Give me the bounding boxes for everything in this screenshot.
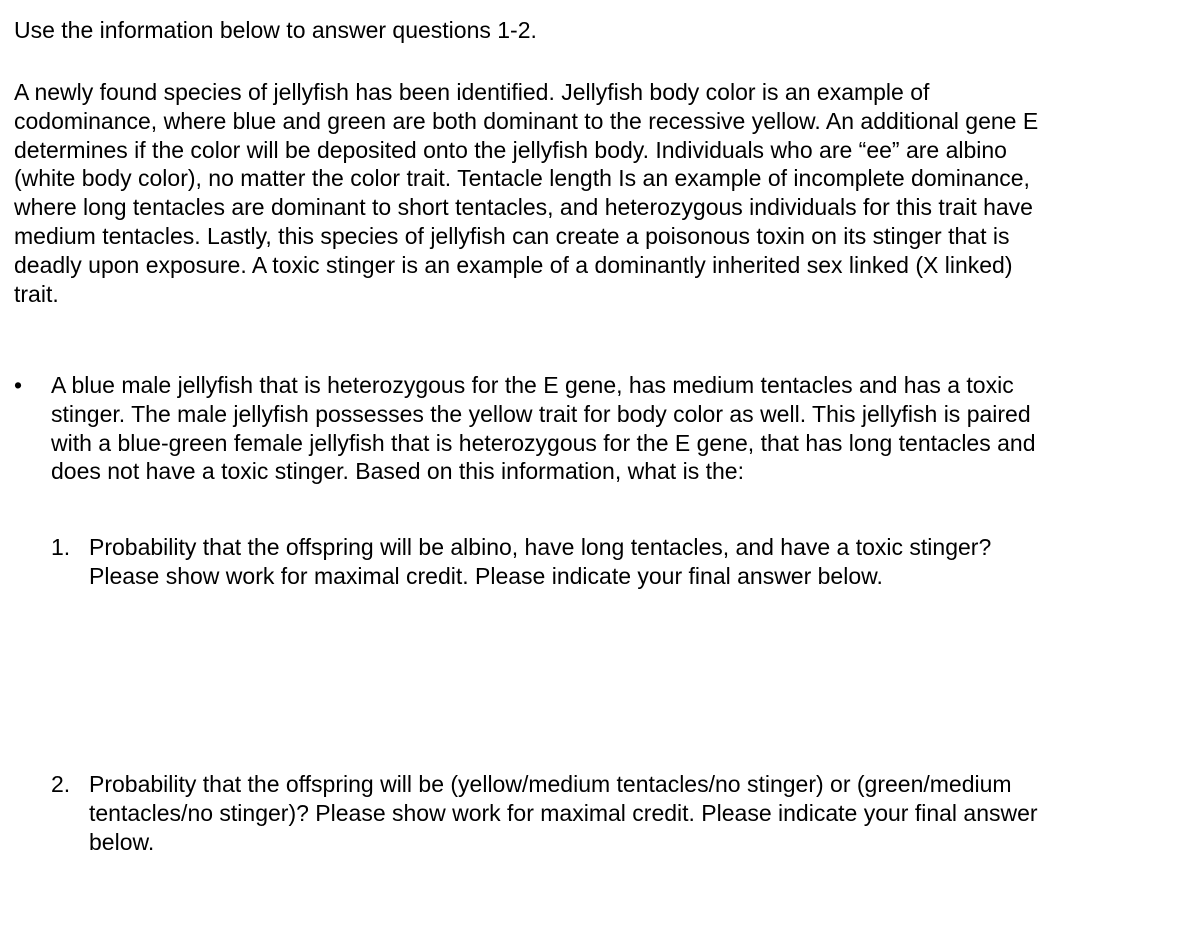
passage-line: where long tentacles are dominant to short tentacles, and heterozygous individuals for this trait have	[14, 194, 1033, 221]
question-line: Please show work for maximal credit. Please indicate your final answer below.	[89, 562, 883, 589]
question-line: Probability that the offspring will be albino, have long tentacles, and have a toxic stinger?	[89, 534, 992, 560]
question-line: tentacles/no stinger)? Please show work for maximal credit. Please indicate your final answer	[89, 799, 1038, 826]
passage-paragraph	[14, 78, 1164, 308]
passage-line: trait.	[14, 280, 59, 307]
passage-line: A newly found species of jellyfish has been identified. Jellyfish body color is an example of	[14, 79, 930, 105]
passage-line: deadly upon exposure. A toxic stinger is an example of a dominantly inherited sex linked (X linked)	[14, 251, 1013, 278]
passage-line: determines if the color will be deposited onto the jellyfish body. Individuals who are “ee” are albino	[14, 136, 1007, 163]
question-text	[89, 533, 991, 591]
question-number: 1.	[51, 534, 71, 560]
question-line: Probability that the offspring will be (yellow/medium tentacles/no stinger) or (green/medium	[89, 771, 1012, 797]
question-line: below.	[89, 828, 155, 855]
question-number: 2.	[51, 771, 71, 797]
intro-instruction: Use the information below to answer questions 1-2.	[14, 17, 537, 43]
scenario-line: A blue male jellyfish that is heterozygous for the E gene, has medium tentacles and has a toxic	[51, 372, 1014, 398]
scenario-line: with a blue-green female jellyfish that is heterozygous for the E gene, that has long tentacles and	[51, 429, 1036, 456]
scenario-line: stinger. The male jellyfish possesses the yellow trait for body color as well. This jellyfish is paired	[51, 400, 1031, 427]
passage-line: codominance, where blue and green are both dominant to the recessive yellow. An additional gene E	[14, 107, 1039, 134]
scenario-text	[51, 371, 1036, 486]
bullet-icon: •	[14, 372, 23, 398]
scenario-line: does not have a toxic stinger. Based on this information, what is the:	[51, 458, 744, 485]
question-text	[89, 770, 1038, 856]
passage-line: (white body color), no matter the color trait. Tentacle length Is an example of incomplete dominance,	[14, 165, 1030, 192]
passage-line: medium tentacles. Lastly, this species of jellyfish can create a poisonous toxin on its stinger that is	[14, 222, 1010, 249]
